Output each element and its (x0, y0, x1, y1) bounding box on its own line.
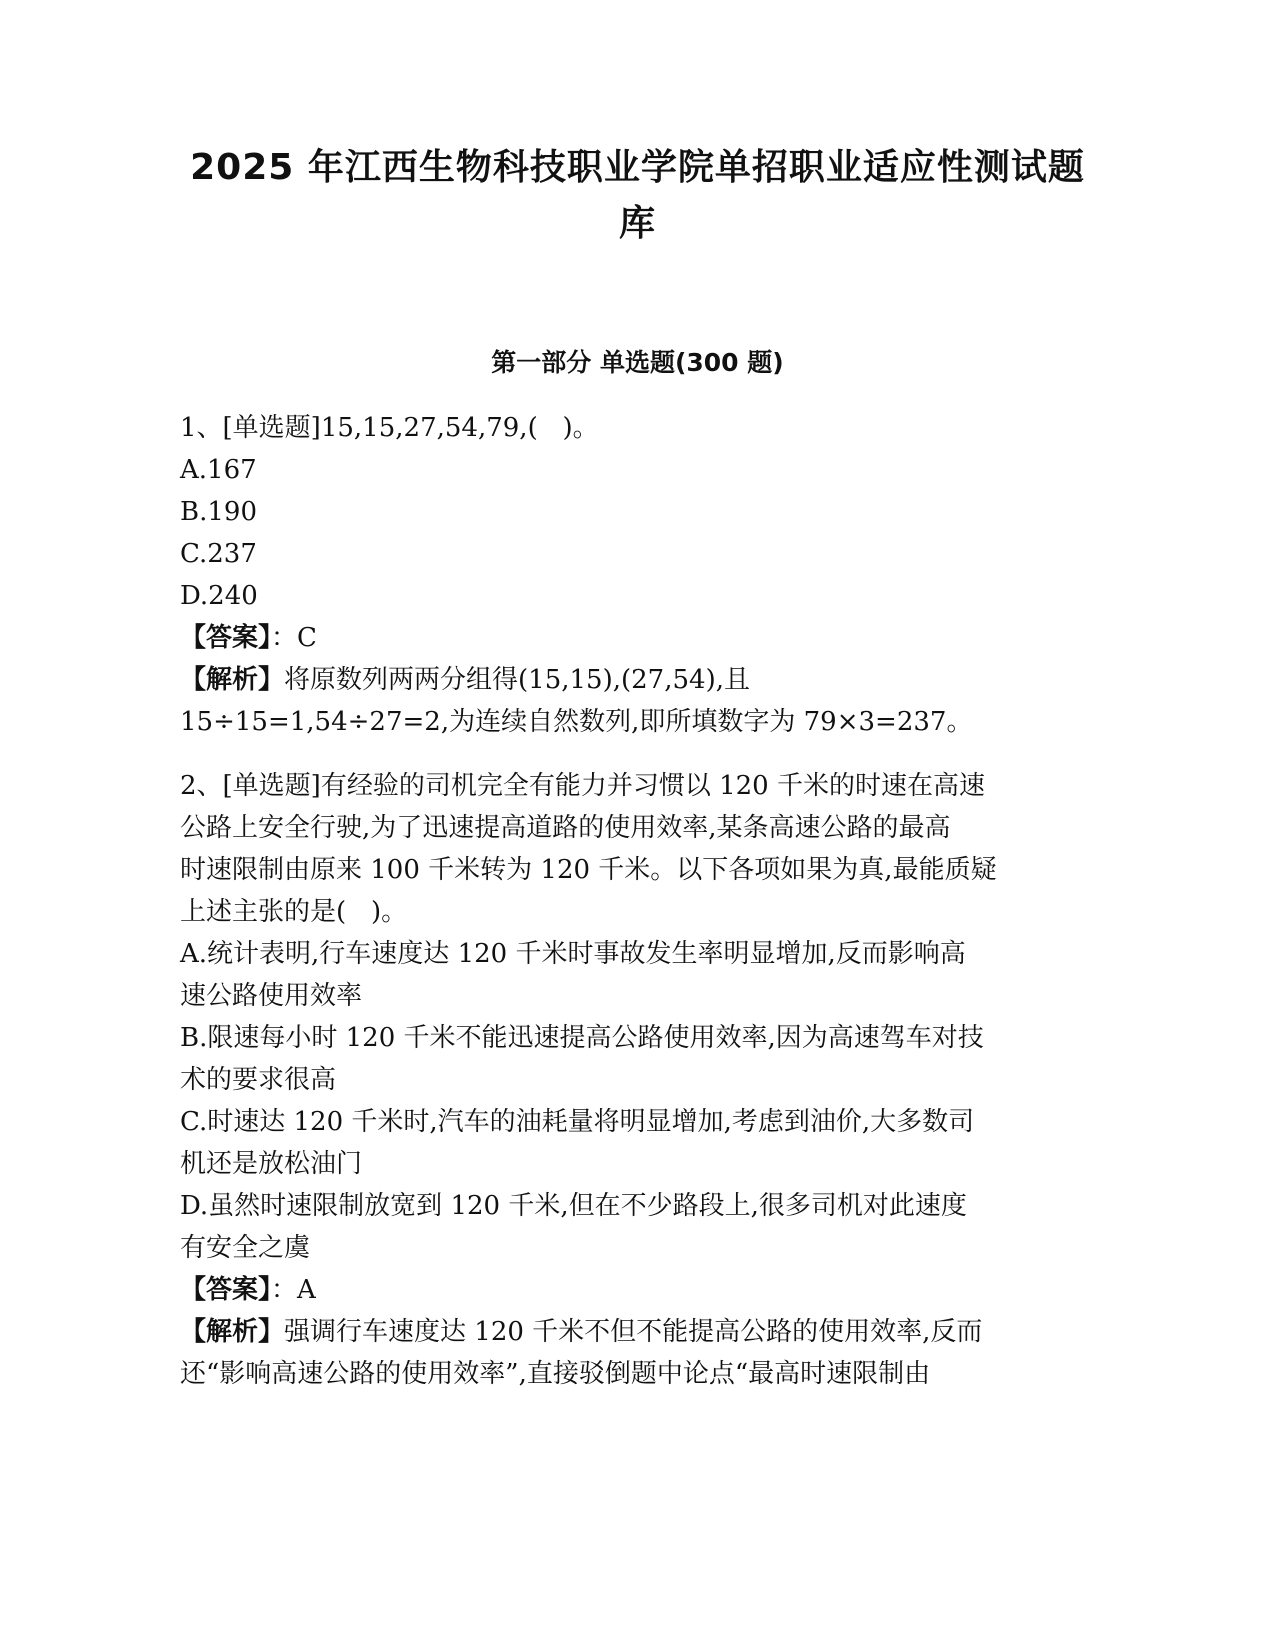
answer-label: 【答案】 (180, 1275, 272, 1305)
document-title-line-2: 库 (618, 203, 656, 244)
question-2-stem-line-1: 2、[单选题]有经验的司机完全有能力并习惯以 120 千米的时速在高速 (180, 771, 985, 801)
question-2-analysis (180, 1311, 1085, 1353)
question-2-option-b-line-1: B.限速每小时 120 千米不能迅速提高公路使用效率,因为高速驾车对技 (180, 1023, 984, 1053)
question-2-stem-line-4: 上述主张的是( )。 (180, 897, 408, 927)
section-title: 第一部分 单选题(300 题) (491, 348, 784, 377)
question-2-answer (180, 1269, 1085, 1311)
question-2-option-b-line-2: 术的要求很高 (180, 1065, 337, 1095)
question-2-stem-line-2: 公路上安全行驶,为了迅速提高道路的使用效率,某条高速公路的最高 (180, 813, 951, 843)
question-1 (180, 407, 1085, 743)
document-title-line-1: 2025 年江西生物科技职业学院单招职业适应性测试题 (190, 147, 1085, 188)
question-spacer (180, 743, 1085, 765)
question-1-option-b: B.190 (180, 497, 257, 527)
question-2-option-a-line-2: 速公路使用效率 (180, 981, 363, 1011)
question-2-option-d-line-1: D.虽然时速限制放宽到 120 千米,但在不少路段上,很多司机对此速度 (180, 1191, 967, 1221)
question-1-stem: 1、[单选题]15,15,27,54,79,( )。 (180, 413, 599, 443)
question-1-answer (180, 617, 1085, 659)
answer-value: ：C (271, 623, 317, 653)
question-2 (180, 765, 1085, 1395)
analysis-label: 【解析】 (180, 1317, 285, 1347)
analysis-text-line-1: 将原数列两两分组得(15,15),(27,54),且 (284, 665, 750, 695)
question-1-analysis (180, 659, 1085, 701)
answer-value: ：A (271, 1275, 316, 1305)
question-1-analysis-continued: 15÷15=1,54÷27=2,为连续自然数列,即所填数字为 79×3=237。 (180, 707, 973, 737)
question-list (180, 407, 1085, 1395)
document-title (180, 140, 1095, 252)
question-1-option-d: D.240 (180, 581, 258, 611)
question-2-analysis-continued: 还“影响高速公路的使用效率”,直接驳倒题中论点“最高时速限制由 (180, 1359, 931, 1389)
question-2-option-c-line-2: 机还是放松油门 (180, 1149, 363, 1179)
question-2-option-c-line-1: C.时速达 120 千米时,汽车的油耗量将明显增加,考虑到油价,大多数司 (180, 1107, 975, 1137)
question-1-option-c: C.237 (180, 539, 257, 569)
question-2-option-d-line-2: 有安全之虞 (180, 1233, 311, 1263)
analysis-text-line-1: 强调行车速度达 120 千米不但不能提高公路的使用效率,反而 (284, 1317, 983, 1347)
answer-label: 【答案】 (180, 623, 272, 653)
analysis-label: 【解析】 (180, 665, 285, 695)
question-2-option-a-line-1: A.统计表明,行车速度达 120 千米时事故发生率明显增加,反而影响高 (180, 939, 966, 969)
question-1-option-a: A.167 (180, 455, 257, 485)
question-2-stem-line-3: 时速限制由原来 100 千米转为 120 千米。以下各项如果为真,最能质疑 (180, 855, 997, 885)
